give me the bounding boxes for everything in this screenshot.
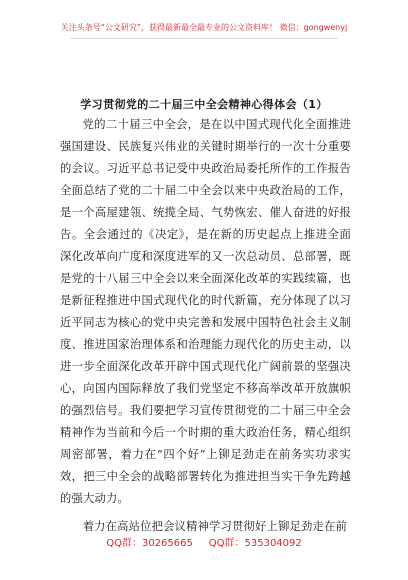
document-body — [60, 114, 351, 538]
qq-group-footer: QQ群：30265665 QQ群：535304092 — [106, 538, 302, 549]
paragraph: 着力在高站位把会议精神学习贯彻好上铆足劲走在前 — [82, 520, 348, 533]
document-title: 学习贯彻党的二十届三中全会精神心得体会（1） — [80, 98, 328, 111]
paragraph: 党的二十届三中全会，是在以中国式现代化全面推进强国建设、民族复兴伟业的关键时期举行的一次十分重要的会议。习近平总书记受中央政治局委托所作的工作报告全面总结了党的二十届二中全会以来中央政治局的工作，是一个高屋建瓴、统揽全局、气势恢宏、催人奋进的好报告。全会通过的《决定》，是在新的历史起点上推进全面深化改革向广度和深度进军的又一次总动员、总部署，既是党的十八届三中全会以来全面深化改革的实践续篇，也是新征程推进中国式现代化的时代新篇，充分体现了以习近平同志为核心的党中央完善和发展中国特色社会主义制度、推进国家治理体系和治理能力现代化的历史主动，以进一步全面深化改革开辟中国式现代化广阔前景的坚强决心，向国内国际释放了我们党坚定不移高举改革开放旗帜的强烈信号。我们要把学习宣传贯彻党的二十届三中全会精神作为当前和今后一个时期的重大政治任务，精心组织周密部署，着力在“四个好”上铆足劲走在前务实功求实效，把三中全会的战略部署转化为推进担当实干争先跨越的强大动力。 — [60, 118, 351, 505]
promo-header: 关注头条号“公文研究”，获得最新最全最专业的公文资料库！ 微信：gongwenyj — [60, 23, 348, 32]
header-divider — [70, 38, 338, 39]
